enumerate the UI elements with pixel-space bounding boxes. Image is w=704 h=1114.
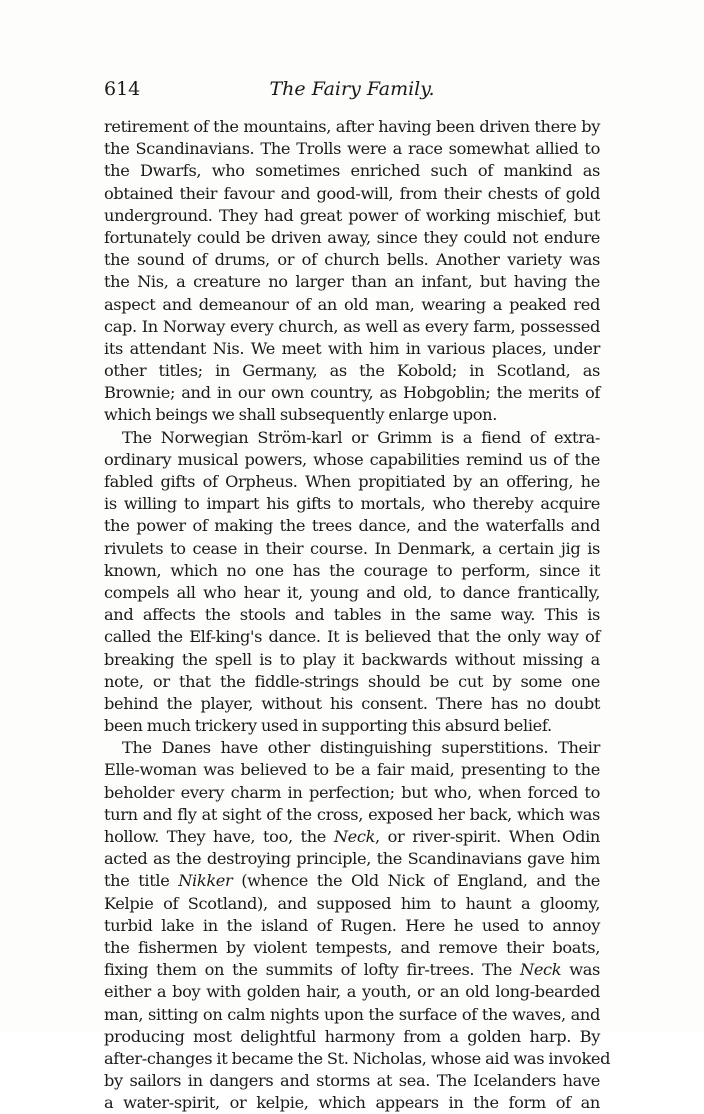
running-title: The Fairy Family. [269,78,435,100]
text-line: the power of making the trees dance, and the waterfalls and [104,516,600,536]
text-line: The Danes have other distinguishing superstitions. Their [122,738,600,758]
text-line: cap. In Norway every church, as well as every farm, possessed [104,316,600,336]
text-line: the sound of drums, or of church bells. Another variety was [104,250,600,270]
text-line: the Nis, a creature no larger than an infant, but having the [104,272,600,292]
text-line: rivulets to cease in their course. In Denmark, a certain jig is [104,538,600,558]
text-line: other titles; in Germany, as the Kobold; in Scotland, as [104,361,600,381]
text-line: beholder every charm in perfection; but who, when forced to [104,782,600,802]
text-line: and affects the stools and tables in the same way. This is [104,605,600,625]
text-line: after-changes it became the St. Nicholas, whose aid was invoked [104,1048,611,1068]
text-line: by sailors in dangers and storms at sea. The Icelanders have [104,1071,600,1091]
text-line: underground. They had great power of working mischief, but [104,205,600,225]
text-line: ordinary musical powers, whose capabilities remind us of the [104,449,600,469]
text-line: called the Elf-king's dance. It is believed that the only way of [104,627,600,647]
text-line: The Norwegian Ström-karl or Grimm is a fiend of extra- [122,427,600,447]
text-line: compels all who hear it, young and old, to dance frantically, [104,582,600,602]
text-line: the title Nikker (whence the Old Nick of England, and the [104,871,600,891]
text-line: obtained their favour and good-will, from their chests of gold [104,183,600,203]
text-line: retirement of the mountains, after having been driven there by [104,117,600,136]
text-line: acted as the destroying principle, the Scandinavians gave him [104,849,600,869]
text-line: hollow. They have, too, the Neck, or river-spirit. When Odin [104,827,600,846]
text-line: the Dwarfs, who sometimes enriched such of mankind as [104,161,600,181]
text-line: fortunately could be driven away, since they could not endure [104,227,600,247]
text-line: Brownie; and in our own country, as Hobgoblin; the merits of [104,383,600,403]
text-line: known, which no one has the courage to perform, since it [104,560,600,580]
text-line: the Scandinavians. The Trolls were a race somewhat allied to [104,139,600,159]
text-line: fabled gifts of Orpheus. When propitiated by an offering, he [104,472,600,491]
text-line: fixing them on the summits of lofty fir-trees. The Neck was [104,960,600,980]
text-line: which beings we shall subsequently enlarge upon. [104,405,498,425]
text-line: either a boy with golden hair, a youth, or an old long-bearded [104,982,600,1002]
text-line: its attendant Nis. We meet with him in various places, under [104,338,600,358]
text-line: man, sitting on calm nights upon the surface of the waves, and [104,1004,600,1024]
text-line: been much trickery used in supporting this absurd belief. [104,716,552,736]
page-number: 614 [104,78,141,100]
text-line: Elle-woman was believed to be a fair maid, presenting to the [104,760,600,780]
body-text [104,116,611,1114]
text-line: turn and fly at sight of the cross, exposed her back, which was [104,804,600,824]
page-header [104,77,600,103]
text-line: is willing to impart his gifts to mortals, who thereby acquire [104,494,600,514]
text-line: breaking the spell is to play it backwards without missing a [104,649,600,669]
text-line: behind the player, without his consent. There has no doubt [104,693,600,713]
text-line: aspect and demeanour of an old man, wearing a peaked red [104,294,600,314]
text-line: producing most delightful harmony from a golden harp. By [104,1026,600,1046]
text-line: Kelpie of Scotland), and supposed him to haunt a gloomy, [104,893,600,913]
text-line: the fishermen by violent tempests, and remove their boats, [104,937,600,957]
text-line: note, or that the fiddle-strings should be cut by some one [104,671,600,691]
text-line: a water-spirit, or kelpie, which appears in the form of an [104,1093,600,1113]
text-line: turbid lake in the island of Rugen. Here he used to annoy [104,915,600,935]
